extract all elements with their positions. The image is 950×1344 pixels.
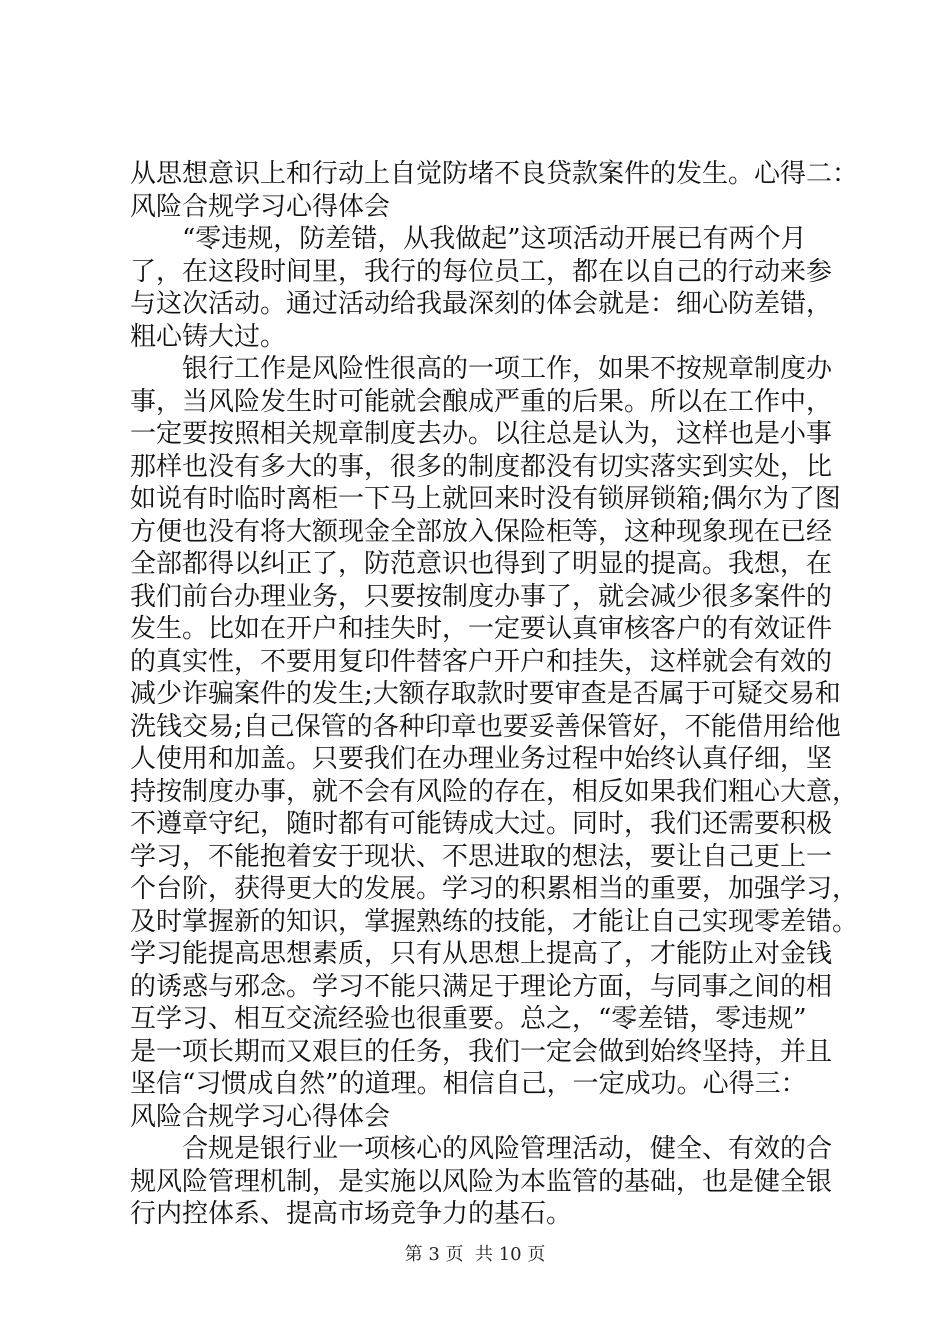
text-line: “零违规，防差错，从我做起”这项活动开展已有两个月: [130, 224, 807, 254]
text-line: 了，在这段时间里，我行的每位员工，都在以自己的行动来参: [130, 256, 833, 287]
text-line: 的真实性，不要用复印件替客户开户和挂失，这样就会有效的: [130, 646, 833, 677]
text-line: 从思想意识上和行动上自觉防堵不良贷款案件的发生。心得二：: [130, 159, 859, 189]
text-line: 我们前台办理业务，只要按制度办事了，就会减少很多案件的: [130, 581, 833, 612]
text-line: 风险合规学习心得体会: [130, 191, 391, 222]
text-line: 个台阶，获得更大的发展。学习的积累相当的重要，加强学习，: [130, 874, 859, 904]
text-line: 与这次活动。通过活动给我最深刻的体会就是：细心防差错，: [130, 289, 833, 319]
text-line: 洗钱交易;自己保管的各种印章也要妥善保管好，不能借用给他: [130, 711, 841, 742]
text-line: 规风险管理机制，是实施以风险为本监管的基础，也是健全银: [130, 1166, 833, 1197]
text-line: 全部都得以纠正了，防范意识也得到了明显的提高。我想，在: [130, 549, 833, 579]
text-line: 持按制度办事，就不会有风险的存在，相反如果我们粗心大意，: [130, 776, 859, 807]
text-line: 及时掌握新的知识，掌握熟练的技能，才能让自己实现零差错。: [130, 906, 859, 937]
text-line: 人使用和加盖。只要我们在办理业务过程中始终认真仔细，坚: [130, 744, 833, 774]
text-line: 那样也没有多大的事，很多的制度都没有切实落实到实处，比: [130, 451, 833, 482]
text-line: 合规是银行业一项核心的风险管理活动，健全、有效的合: [130, 1134, 833, 1164]
text-line: 方便也没有将大额现金全部放入保险柜等，这种现象现在已经: [130, 516, 833, 547]
text-line: 的诱惑与邪念。学习不能只满足于理论方面，与同事之间的相: [130, 971, 833, 1002]
text-line: 事，当风险发生时可能就会酿成严重的后果。所以在工作中，: [130, 386, 833, 417]
text-line: 发生。比如在开户和挂失时，一定要认真审核客户的有效证件: [130, 614, 833, 644]
text-line: 是一项长期而又艰巨的任务，我们一定会做到始终坚持，并且: [130, 1036, 833, 1067]
text-line: 如说有时临时离柜一下马上就回来时没有锁屏锁箱;偶尔为了图: [130, 484, 841, 514]
text-line: 学习能提高思想素质，只有从思想上提高了，才能防止对金钱: [130, 939, 833, 969]
text-line: 学习，不能抱着安于现状、不思进取的想法，要让自己更上一: [130, 841, 833, 872]
text-line: 减少诈骗案件的发生;大额存取款时要审查是否属于可疑交易和: [130, 679, 841, 709]
text-line: 坚信“习惯成自然”的道理。相信自己，一定成功。心得三：: [130, 1069, 807, 1099]
text-line: 一定要按照相关规章制度去办。以往总是认为，这样也是小事: [130, 419, 833, 449]
document-body: [130, 158, 859, 1231]
text-line: 不遵章守纪，随时都有可能铸成大过。同时，我们还需要积极: [130, 809, 833, 839]
text-line: 银行工作是风险性很高的一项工作，如果不按规章制度办: [130, 354, 833, 384]
text-line: 粗心铸大过。: [130, 321, 287, 352]
text-line: 互学习、相互交流经验也很重要。总之，“零差错，零违规”: [130, 1004, 807, 1034]
text-line: 行内控体系、提高市场竞争力的基石。: [130, 1199, 573, 1229]
text-line: 风险合规学习心得体会: [130, 1101, 391, 1132]
page-number-footer: 第 3 页 共 10 页: [404, 1244, 546, 1265]
